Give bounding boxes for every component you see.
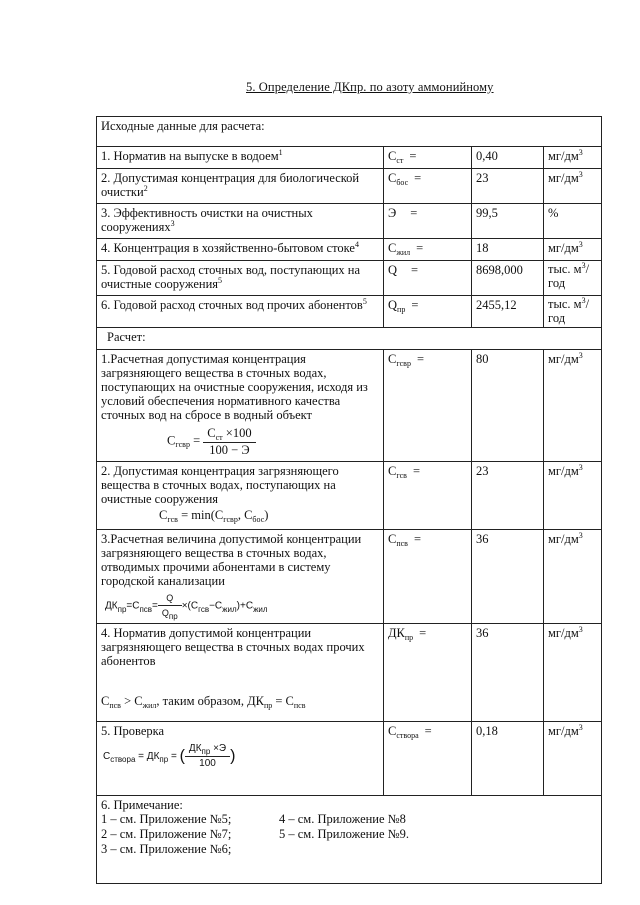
unit: мг/дм bbox=[548, 352, 579, 366]
symbol-sub: псв bbox=[396, 539, 408, 548]
page-title: 5. Определение ДКпр. по азоту аммонийному bbox=[246, 80, 494, 94]
unit-sup: 3 bbox=[578, 351, 583, 360]
symbol: С bbox=[388, 171, 397, 185]
value: 2455,12 bbox=[472, 296, 544, 328]
unit: мг/дм bbox=[548, 626, 579, 640]
unit-sup: 3 bbox=[578, 170, 583, 179]
symbol-sub: жил bbox=[396, 248, 411, 257]
calc-header-row bbox=[97, 328, 602, 350]
calc-step-2: 2. Допустимая концентрация загрязняющего вещества в сточных водах, поступающих на очистные сооружения $С_{гсв} = \min(С_{гсвр}$, $С_{бос}$) $С_{гсв}$ = 23 $мг/дм^3$ bbox=[97, 462, 602, 530]
unit: мг/дм bbox=[548, 171, 579, 185]
symbol-sub: пр bbox=[397, 305, 406, 314]
value: 99,5 bbox=[472, 204, 544, 239]
symbol: С bbox=[388, 464, 397, 478]
value: 18 bbox=[472, 239, 544, 261]
notes-header: 6. Примечание: bbox=[101, 798, 183, 812]
unit-sup: 3 bbox=[578, 148, 583, 157]
row-label: 4. Концентрация в хозяйственно-бытовом стоке bbox=[101, 241, 355, 255]
note-item: 1 – см. Приложение №5; bbox=[101, 812, 232, 826]
unit: мг/дм bbox=[548, 532, 579, 546]
footnote-mark: 5 bbox=[218, 276, 223, 285]
initial-row: 5. Годовой расход сточных вод, поступающих на очистные сооружения$^5$ Q = 8698,000 тыс. $м^3$/год bbox=[97, 261, 602, 296]
value: 23 bbox=[472, 462, 544, 530]
calc-header: Расчет: bbox=[97, 328, 602, 350]
initial-data-header: Исходные данные для расчета: bbox=[97, 117, 602, 147]
value: 0,40 bbox=[472, 147, 544, 169]
value: 23 bbox=[472, 169, 544, 204]
symbol: Э bbox=[388, 206, 397, 220]
unit-sup: 3 bbox=[578, 240, 583, 249]
value: 36 bbox=[472, 624, 544, 722]
initial-row: 6. Годовой расход сточных вод прочих абонентов$^5$ $Q_{пр}$ = 2455,12 тыс. $м^3$/год bbox=[97, 296, 602, 328]
value: 80 bbox=[472, 350, 544, 462]
formula-dk-pr: $ДК_{пр}=С_{псв}=$ $\frac{Q}{\text{Qпр}}$ $\times(С_{гсв}-С_{жил})+С_{жил}$ bbox=[105, 593, 268, 621]
symbol: С bbox=[388, 352, 397, 366]
row-label: 3. Эффективность очистки на очистных сооружениях bbox=[101, 206, 313, 234]
unit-sup: 3 bbox=[581, 261, 586, 270]
formula-c-stvora: $С_{створа} = ДК_{пр}$ = ( $\frac{ДК_{пр} \times Э}{100}$ ) bbox=[103, 743, 236, 769]
calc-step-1: 1.Расчетная допустимая концентрация загрязняющего вещества в сточных водах, поступающих на очистные сооружения, исходя из условий обеспечения нормативного качества сточных вод на сбросе в водный объект $С_{гсвр}$ = $\frac{С_{ст} \times 100}{100 - Э}$ $С_{гсвр}$ = 80 $мг/дм^3$ bbox=[97, 350, 602, 462]
symbol: Q bbox=[388, 298, 398, 312]
footnote-mark: 2 bbox=[143, 184, 148, 193]
symbol-sub: ст bbox=[396, 156, 404, 165]
unit-sup: 3 bbox=[581, 296, 586, 305]
formula-c-gsvr: $С_{гсвр}$ = $\frac{С_{ст} \times 100}{100 - Э}$ bbox=[167, 426, 379, 457]
notes-list bbox=[101, 812, 597, 856]
footnote-mark: 3 bbox=[170, 219, 175, 228]
step-text: 1.Расчетная допустимая концентрация загрязняющего вещества в сточных водах, поступающих на очистные сооружения, исходя из условий обеспечения нормативного качества сточных вод на сбросе в водный объект bbox=[101, 352, 368, 422]
calc-step-4: 4. Норматив допустимой концентрации загрязняющего вещества в сточных водах прочих абонентов $С_{псв} > С_{жил}$, таким образом, $ДК_{пр} = С_{псв}$ $ДК_{пр}$ = 36 $мг/дм^3$ bbox=[97, 624, 602, 722]
note-item: 2 – см. Приложение №7; bbox=[101, 827, 232, 841]
unit: тыс. м bbox=[548, 262, 582, 276]
note-item: 5 – см. Приложение №9. bbox=[279, 827, 409, 841]
step-text: 4. Норматив допустимой концентрации загрязняющего вещества в сточных водах прочих абонентов bbox=[101, 626, 365, 668]
row-label: 6. Годовой расход сточных вод прочих абонентов bbox=[101, 298, 363, 312]
value: 36 bbox=[472, 530, 544, 624]
unit-sup: 3 bbox=[578, 531, 583, 540]
unit: мг/дм bbox=[548, 149, 579, 163]
symbol-sub: пр bbox=[404, 633, 414, 642]
note-item: 4 – см. Приложение №8 bbox=[279, 812, 406, 826]
row-label: 5. Годовой расход сточных вод, поступающих на очистные сооружения bbox=[101, 263, 361, 291]
footnote-mark: 5 bbox=[362, 297, 367, 306]
unit: тыс. м bbox=[548, 297, 582, 311]
calc-step-3: 3.Расчетная величина допустимой концентрации загрязняющего вещества в сточных водах, отводимых прочими абонентами в систему городской канализации $ДК_{пр}=С_{псв}=$ $\frac{Q}{\text{Qпр}}$ $\times(С_{гсв}-С_{жил})+С_{жил}$ $С_{псв}$ = 36 $мг/дм^3$ bbox=[97, 530, 602, 624]
symbol: ДК bbox=[388, 626, 405, 640]
note-item: 3 – см. Приложение №6; bbox=[101, 842, 232, 856]
calculation-table bbox=[96, 116, 602, 884]
initial-row: 4. Концентрация в хозяйственно-бытовом стоке$^4$ $С_{жил}$ = 18 $мг/дм^3$ bbox=[97, 239, 602, 261]
notes-row bbox=[97, 796, 602, 884]
calc-step-5: 5. Проверка $С_{створа} = ДК_{пр}$ = ( $\frac{ДК_{пр} \times Э}{100}$ ) $С_{створа}$ = 0,18 $мг/дм^3$ bbox=[97, 722, 602, 796]
initial-data-header-row bbox=[97, 117, 602, 147]
step-text: 2. Допустимая концентрация загрязняющего вещества в сточных водах, поступающих на очистные сооружения bbox=[101, 464, 339, 506]
formula-c-gsv: $С_{гсв} = \min(С_{гсвр}$, $С_{бос}$) bbox=[159, 508, 269, 524]
unit: мг/дм bbox=[548, 724, 579, 738]
value: 8698,000 bbox=[472, 261, 544, 296]
symbol-sub: гсвр bbox=[396, 359, 411, 368]
step-text: 3.Расчетная величина допустимой концентрации загрязняющего вещества в сточных водах, отводимых прочими абонентами в систему городской канализации bbox=[101, 532, 362, 588]
symbol-sub: гсв bbox=[396, 471, 407, 480]
initial-row: 2. Допустимая концентрация для биологической очистки$^2$ $С_{бос}$ = 23 $мг/дм^3$ bbox=[97, 169, 602, 204]
symbol: С bbox=[388, 149, 397, 163]
unit: % bbox=[548, 206, 559, 220]
symbol: Q bbox=[388, 263, 398, 277]
unit-tail: /год bbox=[548, 262, 590, 290]
footnote-mark: 1 bbox=[278, 148, 283, 157]
unit-sup: 3 bbox=[578, 723, 583, 732]
condition-line: $С_{псв} > С_{жил}$, таким образом, $ДК_{пр} = С_{псв}$ bbox=[101, 694, 306, 710]
initial-row: 1. Норматив на выпуске в водоем$^1$ $С_{ст}$ = 0,40 $мг/дм^3$ bbox=[97, 147, 602, 169]
unit-sup: 3 bbox=[578, 625, 583, 634]
unit-sup: 3 bbox=[578, 463, 583, 472]
unit-tail: /год bbox=[548, 297, 590, 325]
symbol: С bbox=[388, 241, 397, 255]
unit: мг/дм bbox=[548, 464, 579, 478]
symbol: С bbox=[388, 532, 397, 546]
step-text: 5. Проверка bbox=[101, 724, 165, 738]
footnote-mark: 4 bbox=[354, 240, 359, 249]
symbol-sub: створа bbox=[396, 731, 419, 740]
row-label: 2. Допустимая концентрация для биологической очистки bbox=[101, 171, 360, 199]
symbol-sub: бос bbox=[396, 178, 409, 187]
initial-row: 3. Эффективность очистки на очистных сооружениях$^3$ Э = 99,5 % bbox=[97, 204, 602, 239]
value: 0,18 bbox=[472, 722, 544, 796]
row-label: 1. Норматив на выпуске в водоем bbox=[101, 149, 279, 163]
symbol: С bbox=[388, 724, 397, 738]
unit: мг/дм bbox=[548, 241, 579, 255]
